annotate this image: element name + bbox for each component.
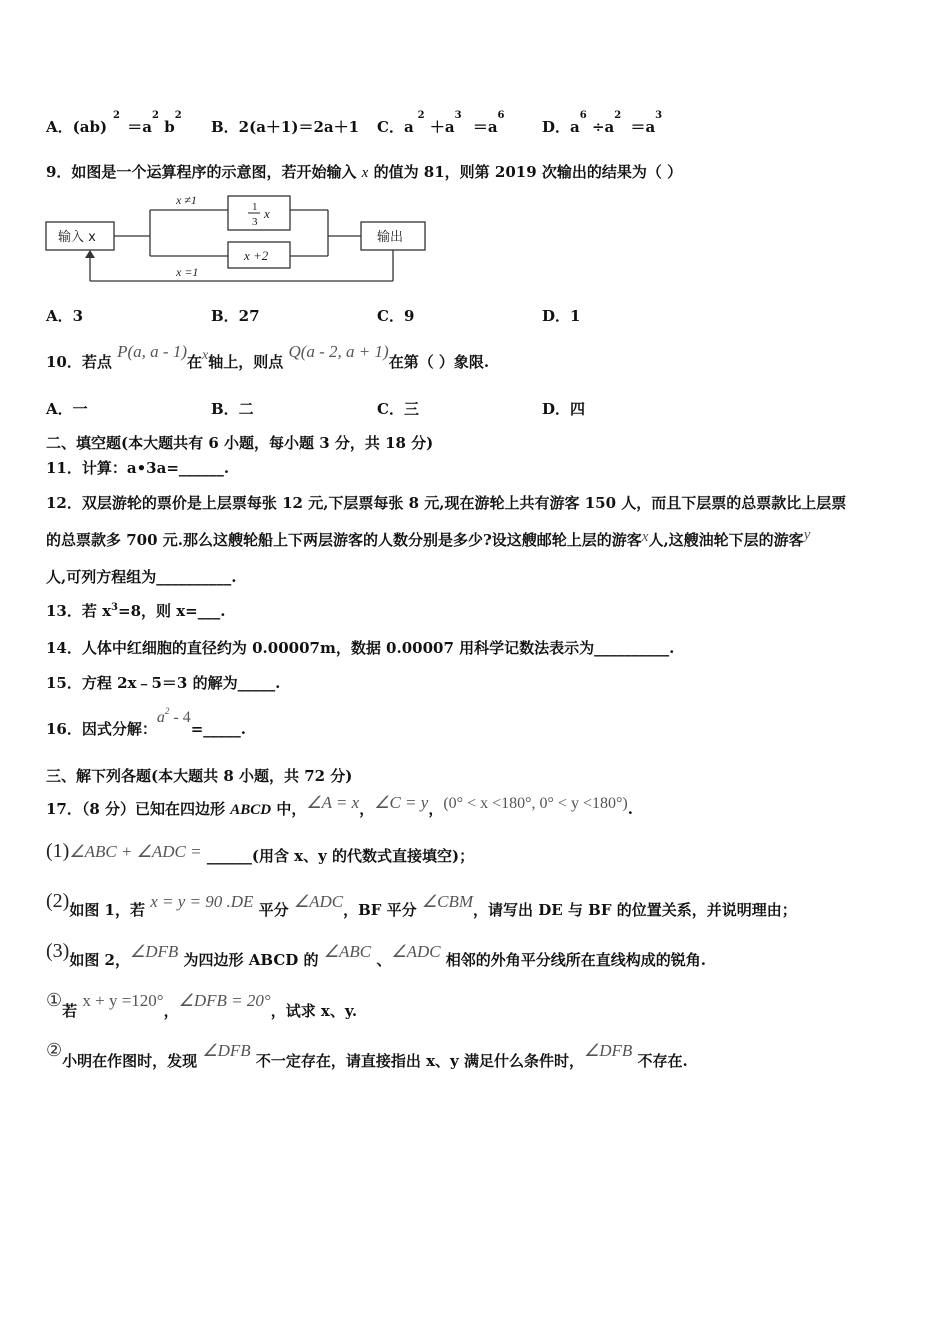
q17-part1: (1)∠ABC + ∠ADC = ______(用含 x、y 的代数式直接填空)； [46, 840, 475, 865]
q9-flow-diagram [44, 188, 434, 288]
q10-stem: 10．若点 P(a, a - 1)在x轴上，则点 Q(a - 2, a + 1)在第（ ）象限. [46, 342, 490, 371]
q8-option-d: D．$a^6 \div a^2 =a^3$ [542, 110, 663, 136]
q11: 11．计算：a•3a=______. [46, 459, 230, 477]
q17-part3: (3)如图 2，∠DFB 为四边形 ABCD 的 ∠ABC 、∠ADC 相邻的外角平分线所在直线构成的锐角. [46, 940, 707, 969]
output-label: 输出 [377, 230, 404, 245]
q15: 15．方程 2x﹣5＝3 的解为_____. [46, 674, 281, 692]
q12-line1: 12．双层游轮的票价是上层票每张 12 元,下层票每张 8 元,现在游轮上共有游客 150 人，而且下层票的总票款比上层票 [46, 494, 847, 512]
q10-option-a: A．一 [46, 400, 88, 418]
cond-not-equal: x ≠1 [176, 193, 197, 207]
q9-option-c: C．9 [377, 307, 415, 325]
q9-option-d: D．1 [542, 307, 581, 325]
q16: 16．因式分解：$a^2$ - 4=_____. [46, 706, 246, 738]
q17-stem: 17．（8 分）已知在四边形 ABCD 中，∠A = x，∠C = y，(0° < x <180°, 0° < y <180°). [46, 793, 633, 818]
q8-option-a: A．$(ab)^2 =a^2$ $b^2$ [46, 110, 182, 136]
q17-sub1: ①若 x + y =120°，∠DFB = 20°，试求 x、y. [46, 990, 358, 1020]
q9-option-b: B．27 [211, 307, 260, 325]
arrow-up-icon [85, 250, 95, 258]
q17-sub2: ②小明在作图时，发现 ∠DFB 不一定存在，请直接指出 x、y 满足什么条件时，∠DFB 不存在. [46, 1040, 688, 1070]
frac-numerator: 1 [252, 201, 258, 213]
q8-option-b: B．2(a＋1)＝2a＋1 [211, 118, 360, 136]
add-label: x +2 [244, 248, 269, 263]
frac-variable: x [264, 206, 270, 221]
q10-option-b: B．二 [211, 400, 254, 418]
q12-line2: 的总票款多 700 元.那么这艘轮船上下两层游客的人数分别是多少?设这艘邮轮上层的游客x人,这艘油轮下层的游客y [46, 527, 811, 549]
q12-line3: 人,可列方程组为__________. [46, 568, 237, 586]
q9-stem: 9．如图是一个运算程序的示意图，若开始输入 x 的值为 81，则第 2019 次输出的结果为（ ） [46, 163, 683, 181]
q8-option-c: C．$a^2 +a^3 =a^6$ [377, 110, 505, 136]
q13: 13．若 $x^3=8$，则 x=___. [46, 602, 226, 620]
q9-option-a: A．3 [46, 307, 84, 325]
section-2-heading: 二、填空题(本大题共有 6 小题，每小题 3 分，共 18 分) [46, 434, 434, 452]
section-3-heading: 三、解下列各题(本大题共 8 小题，共 72 分) [46, 767, 353, 785]
cond-equal: x =1 [176, 265, 199, 279]
q10-option-c: C．三 [377, 400, 419, 418]
q14: 14．人体中红细胞的直径约为 0.00007m，数据 0.00007 用科学记数法表示为__________. [46, 639, 675, 657]
q17-part2: (2)如图 1，若 x = y = 90 .DE 平分 ∠ADC，BF 平分 ∠CBM，请写出 DE 与 BF 的位置关系，并说明理由； [46, 890, 797, 919]
q10-option-d: D．四 [542, 400, 586, 418]
input-label: 输入 x [58, 230, 96, 245]
frac-denominator: 3 [252, 216, 258, 228]
